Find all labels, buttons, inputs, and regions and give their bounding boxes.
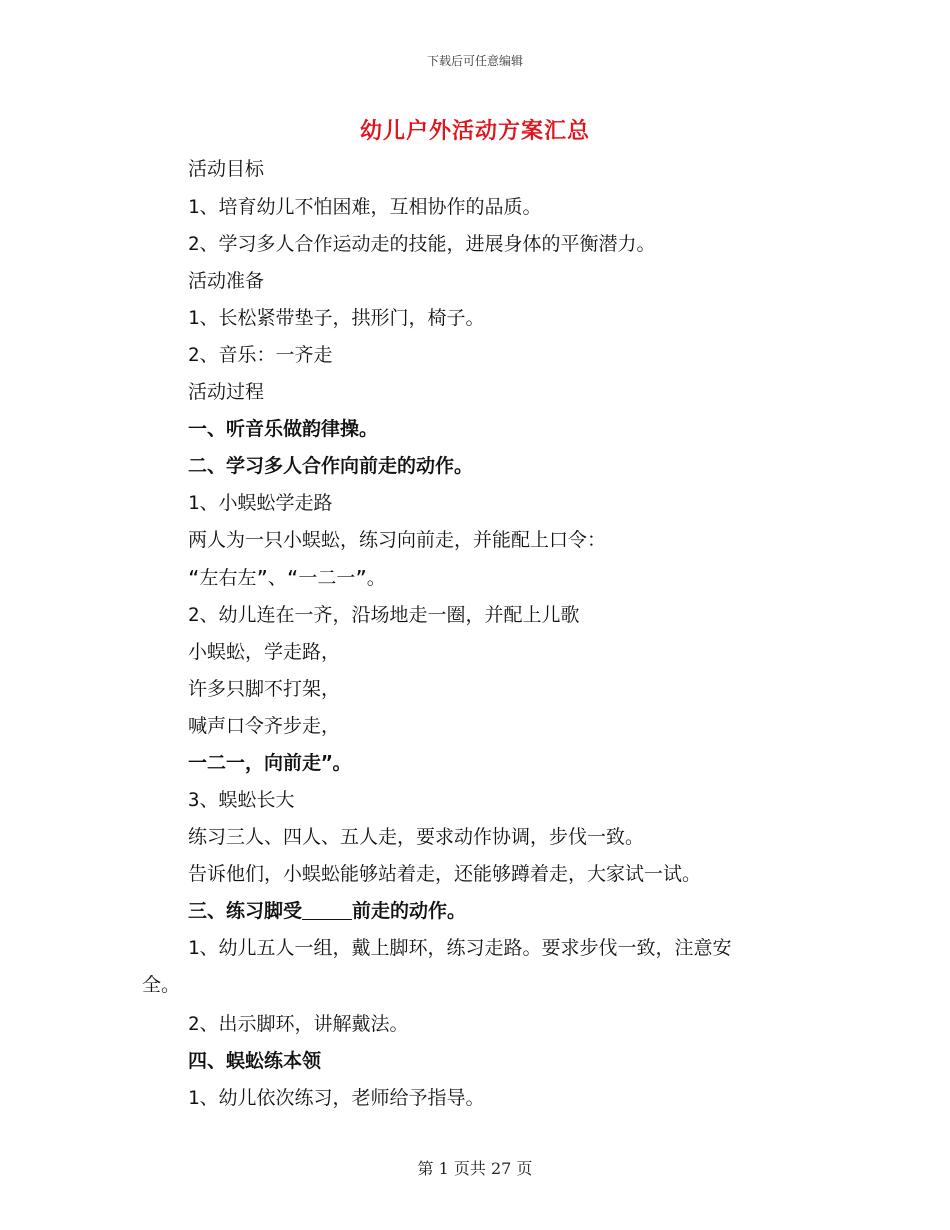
- paragraph-line: 1、幼儿依次练习，老师给予指导。: [188, 1087, 485, 1109]
- process-step-3: [188, 899, 466, 923]
- rhyme-line: 小蜈蚣，学走路，: [188, 641, 341, 663]
- paragraph-line: 两人为一只小蜈蚣，练习向前走，并能配上口令：: [188, 529, 607, 551]
- rhyme-line: 喊声口令齐步走，: [188, 715, 341, 737]
- page-number: 第 1 页共 27 页: [417, 1159, 533, 1178]
- paragraph-line: “左右左”、“一二一”。: [188, 567, 386, 589]
- step-3-text-end: 前走的动作。: [352, 900, 467, 922]
- section-heading-preparation: 活动准备: [188, 270, 265, 292]
- preparation-item-1: 1、长松紧带垫子，拱形门，椅子。: [188, 307, 485, 329]
- paragraph-line: 2、出示脚环，讲解戴法。: [188, 1013, 409, 1035]
- document-title: 幼儿户外活动方案汇总: [359, 118, 590, 144]
- goal-item-1: 1、培育幼儿不怕困难，互相协作的品质。: [188, 196, 542, 218]
- section-heading-goals: 活动目标: [188, 158, 265, 180]
- process-step-2: 二、学习多人合作向前走的动作。: [188, 455, 474, 477]
- preparation-item-2: 2、音乐：一齐走: [188, 344, 333, 366]
- substep-centipede-walk: 1、小蜈蚣学走路: [188, 492, 333, 514]
- paragraph-line: 告诉他们，小蜈蚣能够站着走，还能够蹲着走，大家试一试。: [188, 863, 702, 885]
- goal-item-2: 2、学习多人合作运动走的技能，进展身体的平衡潜力。: [188, 233, 656, 255]
- substep-centipede-grows: 3、蜈蚣长大: [188, 789, 295, 811]
- paragraph-line-continuation: 全。: [142, 974, 181, 996]
- substep-walk-circle: 2、幼儿连在一齐，沿场地走一圈，并配上儿歌: [188, 604, 580, 626]
- rhyme-line: 一二一，向前走”。: [188, 752, 352, 774]
- step-3-text-start: 三、练习脚受: [188, 900, 303, 922]
- process-step-4: 四、蜈蚣练本领: [188, 1050, 322, 1072]
- fill-in-blank: [302, 901, 352, 920]
- paragraph-line: 练习三人、四人、五人走，要求动作协调，步伐一致。: [188, 826, 645, 848]
- header-note: 下载后可任意编辑: [426, 54, 523, 68]
- rhyme-line: 许多只脚不打架，: [188, 678, 341, 700]
- process-step-1: 一、听音乐做韵律操。: [188, 418, 379, 440]
- section-heading-process: 活动过程: [188, 381, 265, 403]
- paragraph-line: 1、幼儿五人一组，戴上脚环，练习走路。要求步伐一致，注意安: [188, 937, 732, 959]
